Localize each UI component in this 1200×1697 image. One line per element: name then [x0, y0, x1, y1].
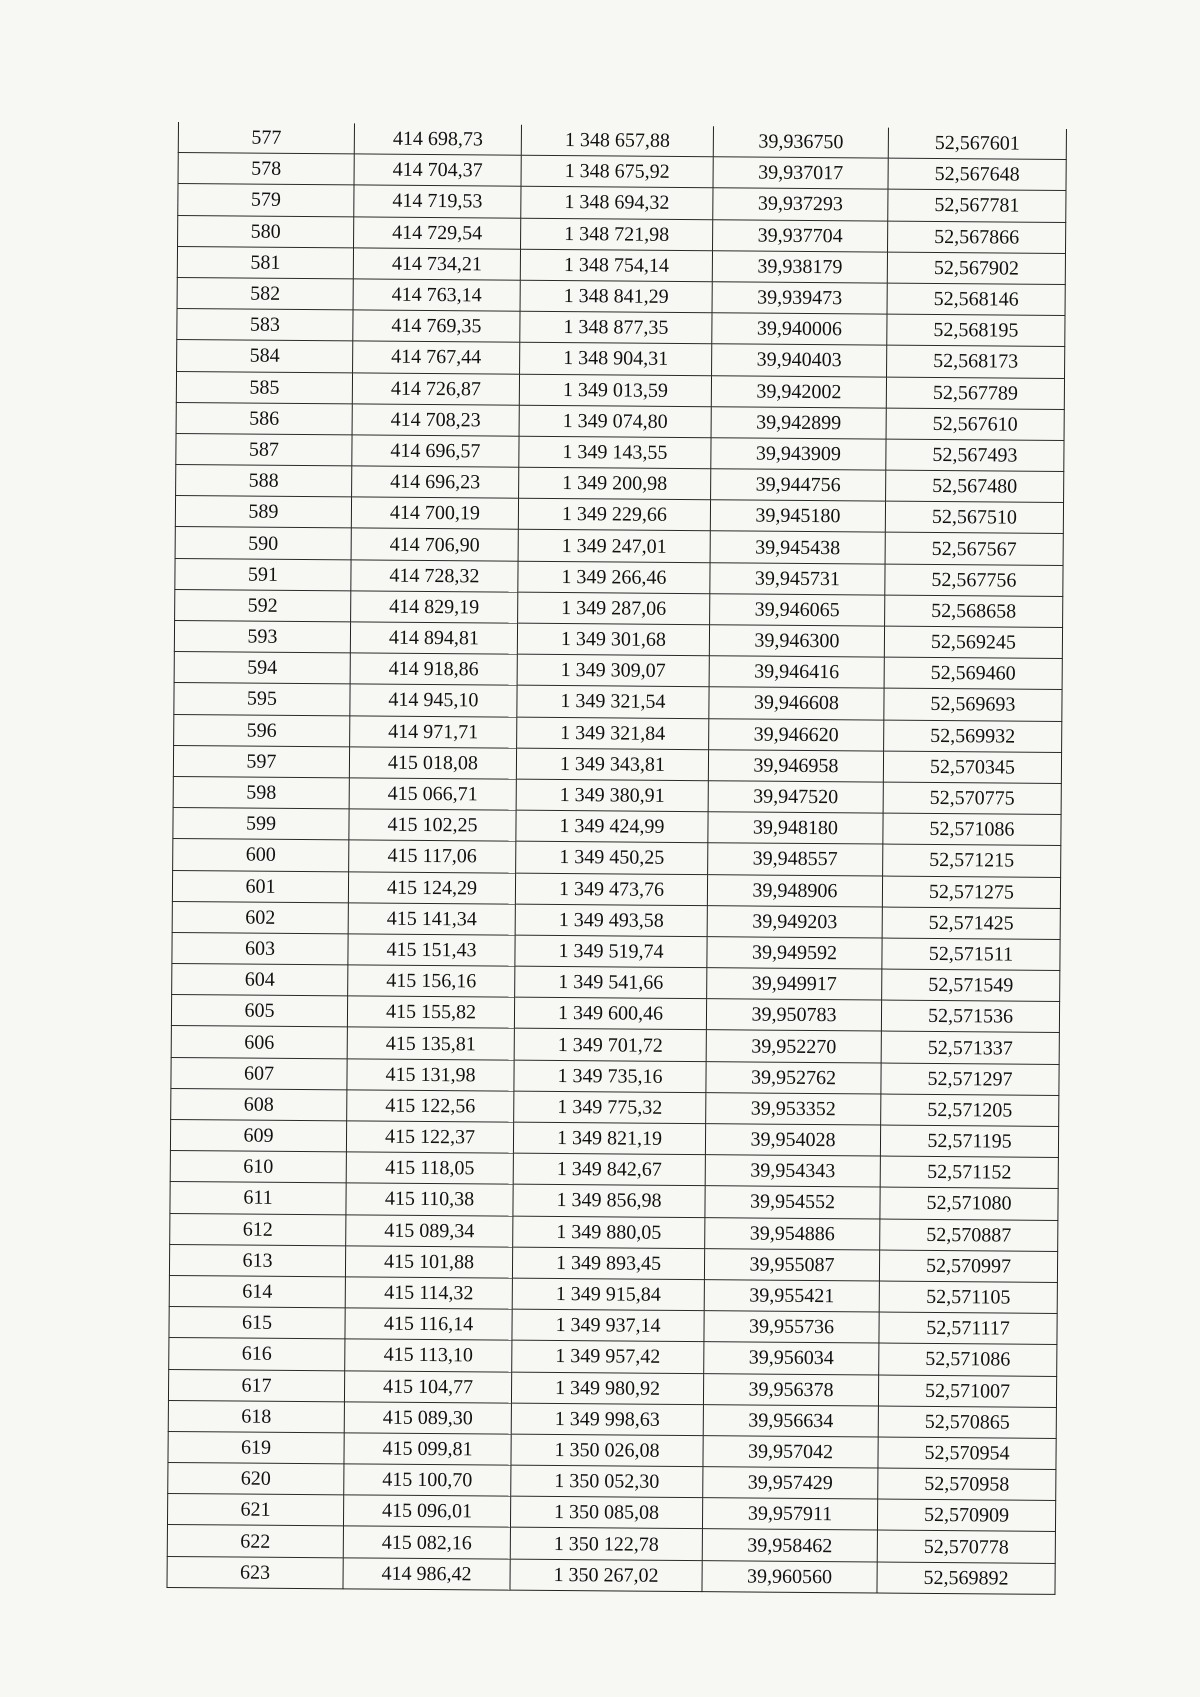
longitude-cell: 52,571205: [881, 1094, 1059, 1127]
point-number-cell: 611: [170, 1182, 346, 1215]
point-number-cell: 594: [174, 652, 350, 685]
longitude-cell: 52,570345: [883, 751, 1061, 784]
x-coordinate-cell: 415 124,29: [348, 871, 515, 903]
x-coordinate-cell: 414 769,35: [353, 310, 520, 342]
x-coordinate-cell: 415 110,38: [346, 1183, 513, 1215]
x-coordinate-cell: 415 104,77: [344, 1370, 511, 1402]
latitude-cell: 39,946958: [708, 749, 883, 782]
point-number-cell: 579: [178, 184, 354, 217]
point-number-cell: 582: [177, 277, 353, 310]
x-coordinate-cell: 414 971,71: [350, 715, 517, 747]
longitude-cell: 52,571105: [879, 1281, 1057, 1314]
longitude-cell: 52,568173: [887, 345, 1065, 378]
y-coordinate-cell: 1 349 998,63: [511, 1403, 703, 1436]
latitude-cell: 39,957429: [703, 1467, 878, 1500]
x-coordinate-cell: 414 696,23: [352, 466, 519, 498]
latitude-cell: 39,952762: [706, 1061, 881, 1094]
point-number-cell: 593: [174, 620, 350, 653]
longitude-cell: 52,570775: [883, 782, 1061, 815]
longitude-cell: 52,567510: [885, 501, 1063, 534]
longitude-cell: 52,567866: [888, 221, 1066, 254]
longitude-cell: 52,571086: [883, 813, 1061, 846]
point-number-cell: 617: [168, 1369, 344, 1402]
longitude-cell: 52,571086: [879, 1343, 1057, 1376]
latitude-cell: 39,957911: [702, 1498, 877, 1531]
x-coordinate-cell: 415 113,10: [345, 1339, 512, 1371]
point-number-cell: 601: [172, 870, 348, 903]
x-coordinate-cell: 415 116,14: [345, 1308, 512, 1340]
y-coordinate-cell: 1 349 735,16: [514, 1060, 706, 1093]
longitude-cell: 52,569932: [884, 720, 1062, 753]
y-coordinate-cell: 1 348 721,98: [521, 218, 713, 251]
latitude-cell: 39,937293: [713, 188, 888, 221]
y-coordinate-cell: 1 349 915,84: [512, 1278, 704, 1311]
y-coordinate-cell: 1 348 657,88: [521, 125, 713, 157]
point-number-cell: 586: [176, 402, 352, 435]
longitude-cell: 52,571425: [882, 907, 1060, 940]
point-number-cell: 605: [171, 995, 347, 1028]
x-coordinate-cell: 414 708,23: [352, 404, 519, 436]
latitude-cell: 39,954552: [705, 1186, 880, 1219]
y-coordinate-cell: 1 349 821,19: [513, 1122, 705, 1155]
point-number-cell: 577: [178, 122, 354, 154]
point-number-cell: 603: [172, 932, 348, 965]
x-coordinate-cell: 414 918,86: [350, 653, 517, 685]
x-coordinate-cell: 414 763,14: [353, 279, 520, 311]
y-coordinate-cell: 1 349 493,58: [515, 904, 707, 937]
latitude-cell: 39,953352: [706, 1092, 881, 1125]
point-number-cell: 592: [175, 589, 351, 622]
point-number-cell: 596: [174, 714, 350, 747]
point-number-cell: 615: [169, 1307, 345, 1340]
point-number-cell: 587: [176, 433, 352, 466]
point-number-cell: 607: [171, 1057, 347, 1090]
point-number-cell: 590: [175, 527, 351, 560]
longitude-cell: 52,571297: [881, 1063, 1059, 1096]
x-coordinate-cell: 415 099,81: [344, 1433, 511, 1465]
x-coordinate-cell: 415 096,01: [343, 1495, 510, 1527]
latitude-cell: 39,939473: [712, 282, 887, 315]
y-coordinate-cell: 1 350 122,78: [510, 1528, 702, 1561]
point-number-cell: 591: [175, 558, 351, 591]
x-coordinate-cell: 415 151,43: [348, 934, 515, 966]
longitude-cell: 52,570997: [879, 1250, 1057, 1283]
longitude-cell: 52,571511: [882, 938, 1060, 971]
latitude-cell: 39,954343: [705, 1155, 880, 1188]
longitude-cell: 52,571275: [882, 876, 1060, 909]
y-coordinate-cell: 1 349 856,98: [513, 1185, 705, 1218]
y-coordinate-cell: 1 350 052,30: [511, 1465, 703, 1498]
y-coordinate-cell: 1 349 842,67: [513, 1153, 705, 1186]
x-coordinate-cell: 414 696,57: [352, 435, 519, 467]
y-coordinate-cell: 1 349 701,72: [514, 1029, 706, 1062]
latitude-cell: 39,945438: [710, 531, 885, 564]
longitude-cell: 52,571007: [878, 1375, 1056, 1408]
latitude-cell: 39,956034: [704, 1342, 879, 1375]
point-number-cell: 589: [175, 496, 351, 529]
longitude-cell: 52,570887: [880, 1219, 1058, 1252]
longitude-cell: 52,568146: [887, 283, 1065, 316]
latitude-cell: 39,938179: [712, 250, 887, 283]
x-coordinate-cell: 415 102,25: [349, 809, 516, 841]
table-row: [167, 1556, 1055, 1594]
point-number-cell: 598: [173, 776, 349, 809]
longitude-cell: 52,567601: [888, 128, 1066, 160]
longitude-cell: 52,569693: [884, 688, 1062, 721]
point-number-cell: 600: [173, 839, 349, 872]
longitude-cell: 52,569460: [884, 657, 1062, 690]
x-coordinate-cell: 415 122,56: [347, 1090, 514, 1122]
y-coordinate-cell: 1 349 343,81: [516, 748, 708, 781]
y-coordinate-cell: 1 350 026,08: [511, 1434, 703, 1467]
y-coordinate-cell: 1 349 473,76: [515, 873, 707, 906]
point-number-cell: 581: [177, 246, 353, 279]
latitude-cell: 39,946416: [709, 656, 884, 689]
y-coordinate-cell: 1 349 519,74: [515, 935, 707, 968]
latitude-cell: 39,949203: [707, 905, 882, 938]
longitude-cell: 52,570909: [877, 1499, 1055, 1532]
latitude-cell: 39,943909: [711, 438, 886, 471]
y-coordinate-cell: 1 349 957,42: [512, 1340, 704, 1373]
latitude-cell: 39,960560: [702, 1560, 877, 1593]
y-coordinate-cell: 1 350 267,02: [510, 1559, 702, 1592]
x-coordinate-cell: 415 101,88: [345, 1246, 512, 1278]
point-number-cell: 599: [173, 808, 349, 841]
y-coordinate-cell: 1 349 600,46: [514, 997, 706, 1030]
latitude-cell: 39,946065: [710, 594, 885, 627]
point-number-cell: 584: [177, 340, 353, 373]
y-coordinate-cell: 1 349 541,66: [515, 966, 707, 999]
latitude-cell: 39,956378: [703, 1373, 878, 1406]
point-number-cell: 602: [172, 901, 348, 934]
y-coordinate-cell: 1 349 980,92: [511, 1372, 703, 1405]
longitude-cell: 52,567902: [887, 252, 1065, 285]
x-coordinate-cell: 414 734,21: [353, 248, 520, 280]
x-coordinate-cell: 415 156,16: [348, 965, 515, 997]
longitude-cell: 52,569892: [877, 1562, 1055, 1595]
point-number-cell: 583: [177, 309, 353, 342]
longitude-cell: 52,570954: [878, 1437, 1056, 1470]
latitude-cell: 39,940006: [712, 313, 887, 346]
longitude-cell: 52,571080: [880, 1187, 1058, 1220]
y-coordinate-cell: 1 348 877,35: [520, 311, 712, 344]
y-coordinate-cell: 1 348 694,32: [521, 187, 713, 220]
x-coordinate-cell: 415 131,98: [347, 1058, 514, 1090]
latitude-cell: 39,950783: [706, 999, 881, 1032]
point-number-cell: 588: [176, 465, 352, 498]
y-coordinate-cell: 1 349 450,25: [516, 841, 708, 874]
x-coordinate-cell: 415 089,30: [344, 1402, 511, 1434]
x-coordinate-cell: 415 100,70: [344, 1464, 511, 1496]
y-coordinate-cell: 1 348 675,92: [521, 155, 713, 188]
coordinates-table-body: [167, 122, 1066, 1594]
x-coordinate-cell: 415 155,82: [347, 996, 514, 1028]
latitude-cell: 39,948557: [708, 843, 883, 876]
point-number-cell: 616: [169, 1338, 345, 1371]
latitude-cell: 39,945180: [710, 500, 885, 533]
point-number-cell: 621: [167, 1494, 343, 1527]
point-number-cell: 620: [168, 1463, 344, 1496]
point-number-cell: 608: [171, 1088, 347, 1121]
y-coordinate-cell: 1 349 266,46: [518, 561, 710, 594]
longitude-cell: 52,571536: [881, 1000, 1059, 1033]
y-coordinate-cell: 1 349 937,14: [512, 1309, 704, 1342]
point-number-cell: 614: [169, 1275, 345, 1308]
latitude-cell: 39,937704: [713, 219, 888, 252]
y-coordinate-cell: 1 349 309,07: [517, 654, 709, 687]
point-number-cell: 612: [170, 1213, 346, 1246]
point-number-cell: 606: [171, 1026, 347, 1059]
y-coordinate-cell: 1 349 775,32: [514, 1091, 706, 1124]
latitude-cell: 39,947520: [708, 781, 883, 814]
latitude-cell: 39,936750: [713, 126, 888, 158]
longitude-cell: 52,567756: [885, 564, 1063, 597]
y-coordinate-cell: 1 349 893,45: [512, 1247, 704, 1280]
coordinates-table: [166, 122, 1066, 1595]
point-number-cell: 619: [168, 1431, 344, 1464]
point-number-cell: 622: [167, 1525, 343, 1558]
x-coordinate-cell: 414 706,90: [351, 528, 518, 560]
latitude-cell: 39,954886: [705, 1217, 880, 1250]
y-coordinate-cell: 1 349 321,84: [517, 717, 709, 750]
latitude-cell: 39,940403: [712, 344, 887, 377]
x-coordinate-cell: 415 082,16: [343, 1526, 510, 1558]
x-coordinate-cell: 415 114,32: [345, 1277, 512, 1309]
point-number-cell: 604: [172, 964, 348, 997]
longitude-cell: 52,571215: [883, 844, 1061, 877]
y-coordinate-cell: 1 349 287,06: [518, 592, 710, 625]
y-coordinate-cell: 1 348 841,29: [520, 280, 712, 313]
latitude-cell: 39,946300: [709, 625, 884, 658]
latitude-cell: 39,956634: [703, 1404, 878, 1437]
x-coordinate-cell: 415 135,81: [347, 1027, 514, 1059]
point-number-cell: 618: [168, 1400, 344, 1433]
longitude-cell: 52,571152: [880, 1156, 1058, 1189]
x-coordinate-cell: 415 141,34: [348, 903, 515, 935]
longitude-cell: 52,571117: [879, 1312, 1057, 1345]
longitude-cell: 52,567480: [886, 470, 1064, 503]
y-coordinate-cell: 1 349 247,01: [518, 530, 710, 563]
y-coordinate-cell: 1 349 013,59: [519, 374, 711, 407]
y-coordinate-cell: 1 349 424,99: [516, 810, 708, 843]
latitude-cell: 39,944756: [711, 469, 886, 502]
longitude-cell: 52,567648: [888, 158, 1066, 191]
latitude-cell: 39,955736: [704, 1311, 879, 1344]
latitude-cell: 39,949917: [707, 968, 882, 1001]
latitude-cell: 39,942002: [711, 375, 886, 408]
x-coordinate-cell: 415 117,06: [349, 840, 516, 872]
y-coordinate-cell: 1 349 301,68: [517, 623, 709, 656]
point-number-cell: 623: [167, 1556, 343, 1589]
latitude-cell: 39,954028: [705, 1124, 880, 1157]
y-coordinate-cell: 1 350 085,08: [510, 1496, 702, 1529]
x-coordinate-cell: 414 700,19: [351, 497, 518, 529]
longitude-cell: 52,570778: [877, 1530, 1055, 1563]
y-coordinate-cell: 1 348 754,14: [520, 249, 712, 282]
y-coordinate-cell: 1 349 880,05: [513, 1216, 705, 1249]
longitude-cell: 52,571337: [881, 1031, 1059, 1064]
latitude-cell: 39,952270: [706, 1030, 881, 1063]
x-coordinate-cell: 414 719,53: [354, 185, 521, 217]
x-coordinate-cell: 414 894,81: [350, 622, 517, 654]
y-coordinate-cell: 1 349 229,66: [518, 498, 710, 531]
y-coordinate-cell: 1 349 321,54: [517, 686, 709, 719]
x-coordinate-cell: 414 829,19: [351, 591, 518, 623]
longitude-cell: 52,567789: [886, 377, 1064, 410]
x-coordinate-cell: 414 728,32: [351, 559, 518, 591]
latitude-cell: 39,942899: [711, 406, 886, 439]
x-coordinate-cell: 414 726,87: [352, 372, 519, 404]
point-number-cell: 610: [170, 1151, 346, 1184]
y-coordinate-cell: 1 348 904,31: [520, 343, 712, 376]
longitude-cell: 52,567610: [886, 408, 1064, 441]
point-number-cell: 585: [176, 371, 352, 404]
latitude-cell: 39,955087: [704, 1248, 879, 1281]
y-coordinate-cell: 1 349 074,80: [519, 405, 711, 438]
x-coordinate-cell: 415 118,05: [346, 1152, 513, 1184]
latitude-cell: 39,948906: [707, 874, 882, 907]
point-number-cell: 597: [173, 745, 349, 778]
longitude-cell: 52,571549: [882, 969, 1060, 1002]
latitude-cell: 39,948180: [708, 812, 883, 845]
longitude-cell: 52,567493: [886, 439, 1064, 472]
x-coordinate-cell: 415 089,34: [346, 1214, 513, 1246]
latitude-cell: 39,946608: [709, 687, 884, 720]
x-coordinate-cell: 415 066,71: [349, 778, 516, 810]
latitude-cell: 39,958462: [702, 1529, 877, 1562]
point-number-cell: 580: [178, 215, 354, 248]
x-coordinate-cell: 415 018,08: [349, 747, 516, 779]
x-coordinate-cell: 414 704,37: [354, 154, 521, 186]
latitude-cell: 39,949592: [707, 937, 882, 970]
x-coordinate-cell: 414 698,73: [354, 123, 521, 155]
latitude-cell: 39,946620: [709, 718, 884, 751]
x-coordinate-cell: 414 945,10: [350, 684, 517, 716]
x-coordinate-cell: 414 767,44: [353, 341, 520, 373]
point-number-cell: 613: [169, 1244, 345, 1277]
longitude-cell: 52,570865: [878, 1406, 1056, 1439]
y-coordinate-cell: 1 349 200,98: [519, 467, 711, 500]
x-coordinate-cell: 415 122,37: [346, 1121, 513, 1153]
latitude-cell: 39,937017: [713, 157, 888, 190]
point-number-cell: 578: [178, 153, 354, 186]
longitude-cell: 52,567567: [885, 533, 1063, 566]
latitude-cell: 39,957042: [703, 1436, 878, 1469]
latitude-cell: 39,955421: [704, 1280, 879, 1313]
longitude-cell: 52,571195: [880, 1125, 1058, 1158]
longitude-cell: 52,570958: [878, 1468, 1056, 1501]
x-coordinate-cell: 414 729,54: [354, 216, 521, 248]
y-coordinate-cell: 1 349 380,91: [516, 779, 708, 812]
point-number-cell: 595: [174, 683, 350, 716]
y-coordinate-cell: 1 349 143,55: [519, 436, 711, 469]
longitude-cell: 52,567781: [888, 189, 1066, 222]
latitude-cell: 39,945731: [710, 562, 885, 595]
longitude-cell: 52,568658: [885, 595, 1063, 628]
longitude-cell: 52,568195: [887, 314, 1065, 347]
longitude-cell: 52,569245: [884, 626, 1062, 659]
point-number-cell: 609: [170, 1119, 346, 1152]
x-coordinate-cell: 414 986,42: [343, 1557, 510, 1589]
